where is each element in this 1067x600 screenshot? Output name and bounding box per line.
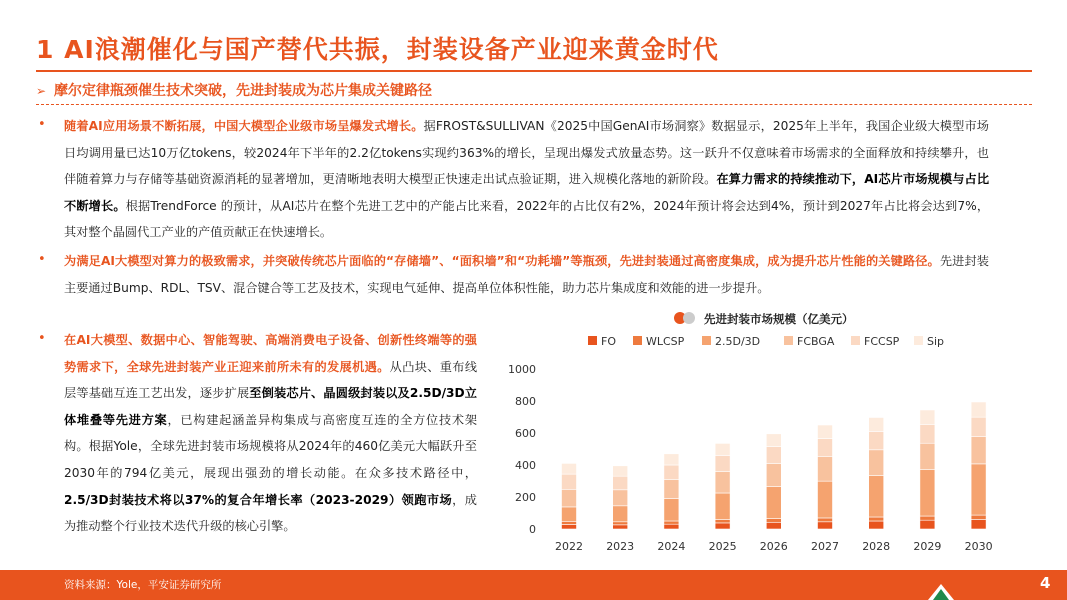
x-tick-label: 2028 <box>862 540 891 553</box>
x-tick-label: 2029 <box>913 540 942 553</box>
bar-segment <box>766 434 781 447</box>
bar-segment <box>766 487 781 519</box>
bar-segment <box>818 518 833 522</box>
paragraph-advanced-packaging <box>64 248 989 301</box>
bar-segment <box>869 521 884 529</box>
para2-text-1: 先进封装主要通过Bump、RDL、TSV、混合键合等工艺及技术，实现电气延伸、提高单位体积性能，助力芯片集成度和效能的进一步提升。 <box>64 254 989 295</box>
bar-segment <box>664 524 679 529</box>
bar-segment <box>613 476 628 490</box>
bar-segment <box>613 466 628 476</box>
legend-swatch <box>588 336 597 345</box>
bullet-icon: • <box>38 117 46 132</box>
bar-segment <box>920 470 935 516</box>
bar-segment <box>613 506 628 522</box>
legend-swatch <box>784 336 793 345</box>
bar-segment <box>766 463 781 486</box>
para3-highlight-3: 2.5/3D封装技术将以37%的复合年增长率（2023-2029）领跑市场 <box>64 492 453 507</box>
bar-segment <box>869 417 884 431</box>
bar-segment <box>715 523 730 529</box>
footer-source: 资料来源：Yole，平安证券研究所 <box>64 579 222 591</box>
bar-segment <box>818 438 833 456</box>
bar-segment <box>664 479 679 498</box>
y-tick-label: 200 <box>515 491 536 504</box>
bar-segment <box>869 517 884 521</box>
bar-segment <box>562 489 577 507</box>
title-divider <box>36 70 1032 72</box>
x-tick-label: 2022 <box>555 540 583 553</box>
bar-segment <box>869 431 884 449</box>
bar-segment <box>562 507 577 521</box>
bullet-icon: • <box>38 252 46 267</box>
bar-segment <box>920 424 935 443</box>
y-tick-label: 1000 <box>508 363 536 376</box>
bar-segment <box>562 463 577 474</box>
bar-segment <box>971 519 986 529</box>
page-title: 1 AI浪潮催化与国产替代共振，封装设备产业迎来黄金时代 <box>36 35 719 64</box>
page-number: 4 <box>1040 574 1051 592</box>
bar-segment <box>715 455 730 471</box>
para3-highlight-2: 至倒装芯片、晶圆级封装以及2.5D/3D立体堆叠等先进方案 <box>64 386 477 427</box>
bar-segment <box>664 521 679 524</box>
x-tick-label: 2026 <box>759 540 788 553</box>
arrow-bullet-icon: ➢ <box>36 84 47 98</box>
market-size-chart <box>506 305 1006 563</box>
paragraph-ai-demand <box>64 113 989 246</box>
bar-segment <box>562 525 577 529</box>
bar-segment <box>715 443 730 455</box>
para3-text-1: 从凸块、重布线层等基础互连工艺出发，逐步扩展 <box>64 359 478 401</box>
bar-segment <box>613 522 628 525</box>
bar-segment <box>664 454 679 465</box>
bar-segment <box>920 516 935 520</box>
bar-segment <box>715 493 730 519</box>
bar-segment <box>562 521 577 524</box>
bar-segment <box>818 522 833 529</box>
legend-label: FO <box>601 335 616 348</box>
para1-highlight-2: 在算力需求的持续推动下，AI芯片市场规模与占比不断增长。 <box>64 172 990 213</box>
legend-swatch <box>633 336 642 345</box>
legend-swatch <box>914 336 923 345</box>
bar-segment <box>920 520 935 529</box>
bar-segment <box>818 481 833 518</box>
bar-segment <box>971 402 986 417</box>
title-marker-icon <box>683 312 695 324</box>
bar-segment <box>766 447 781 464</box>
para3-highlight-1: 在AI大模型、数据中心、智能驾驶、高端消费电子设备、创新性终端等的强势需求下，全球先进封装产业正迎来前所未有的发展机遇。 <box>64 333 477 374</box>
x-tick-label: 2027 <box>811 540 839 553</box>
bar-segment <box>664 499 679 521</box>
stacked-bar-chart <box>506 305 1006 563</box>
para3-text-2: ，已构建起涵盖异构集成与高密度互连的全方位技术架构。根据Yole，全球先进封装市场规模将从2024年的460亿美元大幅跃升至2030年的794亿美元，展现出强劲的增长动能。在众多技术路径中， <box>64 412 478 480</box>
bar-segment <box>920 410 935 424</box>
para3-text-3: ，成为推动整个行业技术迭代升级的核心引擎。 <box>64 492 477 534</box>
bar-segment <box>664 465 679 479</box>
y-tick-label: 400 <box>515 459 536 472</box>
bar-segment <box>971 417 986 437</box>
para1-highlight-1: 随着AI应用场景不断拓展，中国大模型企业级市场呈爆发式增长。 <box>64 119 424 133</box>
legend-label: WLCSP <box>646 335 685 348</box>
section-subtitle <box>36 80 432 100</box>
y-tick-label: 600 <box>515 427 536 440</box>
bar-segment <box>818 425 833 438</box>
x-tick-label: 2024 <box>657 540 686 553</box>
legend-swatch <box>851 336 860 345</box>
brand-logo-icon <box>926 582 956 600</box>
bar-segment <box>766 519 781 523</box>
bar-segment <box>818 456 833 481</box>
bar-segment <box>766 522 781 529</box>
legend-label: FCCSP <box>864 335 900 348</box>
legend-swatch <box>702 336 711 345</box>
legend-label: Sip <box>927 335 945 348</box>
para1-text-2: 根据TrendForce 的预计，从AI芯片在整个先进工艺中的产能占比来看，2022年的占比仅有2%，2024年预计将会达到4%，预计到2027年占比将会达到7%，其对整个晶圆代工产业的产值贡献正在快速增长。 <box>64 198 990 240</box>
bar-segment <box>715 519 730 523</box>
x-tick-label: 2025 <box>708 540 737 553</box>
subtitle-divider <box>36 104 1032 105</box>
bar-segment <box>971 437 986 464</box>
bar-segment <box>613 490 628 506</box>
bar-segment <box>971 515 986 519</box>
para2-highlight-1: 为满足AI大模型对算力的极致需求，并突破传统芯片面临的“存储墙”、“面积墙”和“功耗墙”等瓶颈，先进封装通过高密度集成，成为提升芯片性能的关键路径。 <box>64 254 940 268</box>
paragraph-market-outlook <box>64 327 477 540</box>
bar-segment <box>715 471 730 493</box>
bar-segment <box>869 475 884 517</box>
bar-segment <box>920 443 935 469</box>
chart-title: 先进封装市场规模（亿美元） <box>704 312 854 326</box>
legend-label: FCBGA <box>797 335 835 348</box>
bar-segment <box>869 450 884 476</box>
bar-segment <box>971 464 986 515</box>
section-subtitle-text: 摩尔定律瓶颈催生技术突破，先进封装成为芯片集成关键路径 <box>54 83 432 99</box>
para1-text-1: 据FROST&SULLIVAN《2025中国GenAI市场洞察》数据显示，2025年上半年，我国企业级大模型市场日均调用量已达10万亿tokens，较2024年下半年的2.2亿tokens实现约363%的增长，呈现出爆发式放量态势。这一跃升不仅意味着市场需求的全面释放和持续攀升，也伴随着算力与存储等基础资源消耗的显著增加，更清晰地表明大模型正快速走出试点验证期，进入规模化落地的新阶段。 <box>64 119 989 187</box>
bar-segment <box>613 525 628 529</box>
bullet-icon: • <box>38 331 46 346</box>
legend-label: 2.5D/3D <box>715 335 761 348</box>
x-tick-label: 2023 <box>606 540 635 553</box>
bar-segment <box>562 474 577 489</box>
y-tick-label: 0 <box>529 523 536 536</box>
y-tick-label: 800 <box>515 395 536 408</box>
x-tick-label: 2030 <box>964 540 993 553</box>
